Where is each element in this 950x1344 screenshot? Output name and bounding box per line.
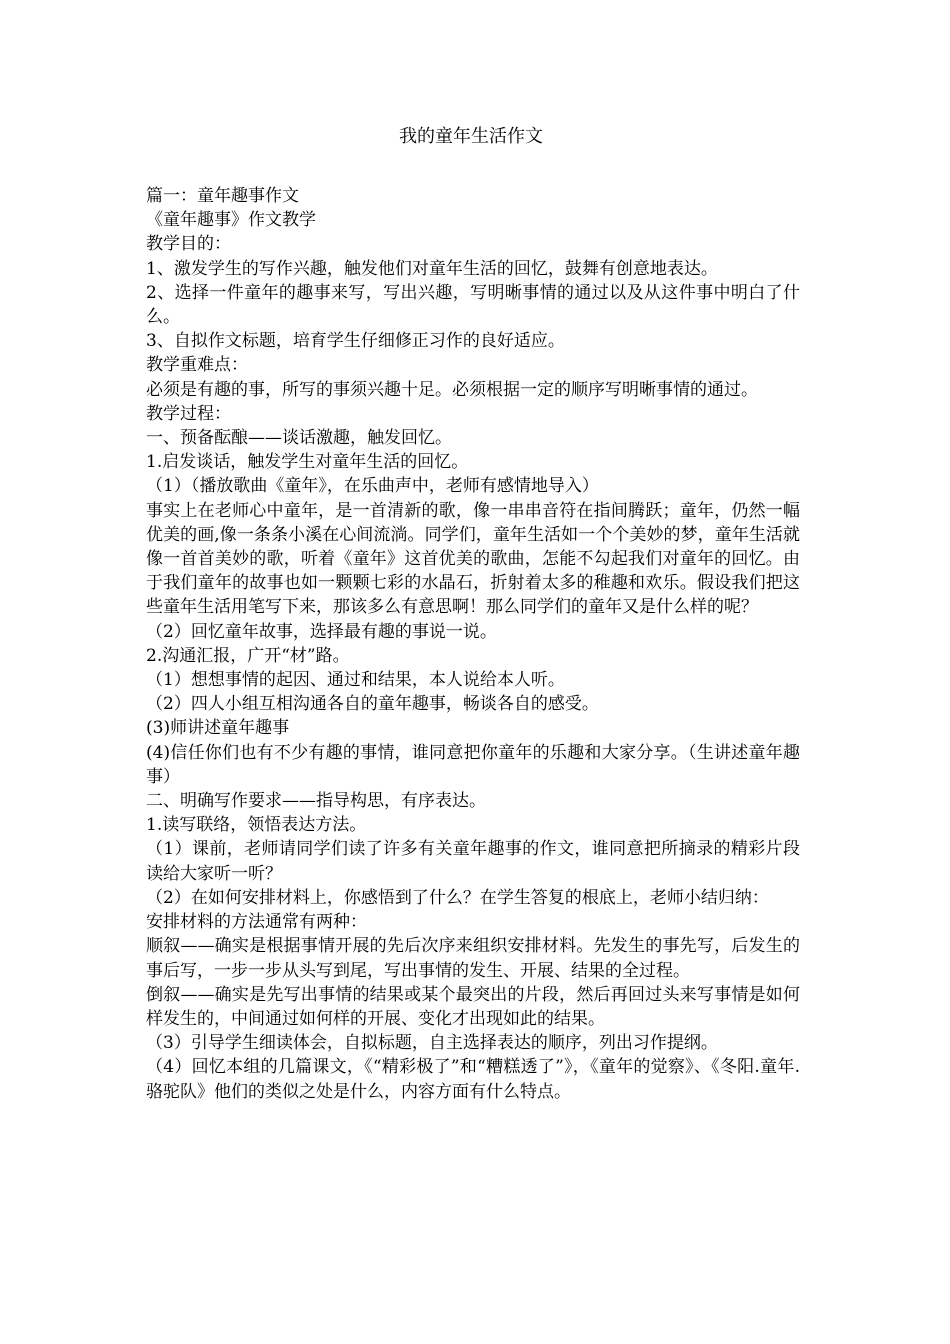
- paragraph: 《童年趣事》作文教学: [146, 210, 316, 231]
- paragraph: 事实上在老师心中童年，是一首清新的歌，像一串串音符在指间腾跃；童年，仍然一幅优美的画,像一条条小溪在心间流淌。同学们，童年生活如一个个美妙的梦，童年生活就像一首首美妙的歌，听着《童年》这首优美的歌曲，怎能不勾起我们对童年的回忆。由于我们童年的故事也如一颗颗七彩的水晶石，折射着太多的稚趣和欢乐。假设我们把这些童年生活用笔写下来，那该多么有意思啊！那么同学们的童年又是什么样的呢？: [146, 500, 800, 618]
- paragraph: （1）课前，老师请同学们读了许多有关童年趣事的作文，谁同意把所摘录的精彩片段读给大家听一听？: [146, 839, 800, 884]
- document-title: 我的童年生活作文: [399, 126, 543, 147]
- paragraph: (3)师讲述童年趣事: [146, 718, 290, 739]
- paragraph: 倒叙——确实是先写出事情的结果或某个最突出的片段，然后再回过头来写事情是如何样发生的，中间通过如何样的开展、变化才出现如此的结果。: [146, 984, 800, 1029]
- paragraph: （4）回忆本组的几篇课文，《“精彩极了”和“糟糕透了”》，《童年的觉察》、《冬阳.童年.骆驼队》他们的类似之处是什么，内容方面有什么特点。: [146, 1057, 800, 1102]
- paragraph: 教学目的：: [146, 234, 231, 255]
- paragraph: 顺叙——确实是根据事情开展的先后次序来组织安排材料。先发生的事先写，后发生的事后写，一步一步从头写到尾，写出事情的发生、开展、结果的全过程。: [146, 936, 800, 981]
- paragraph: 2.沟通汇报，广开“材”路。: [146, 645, 350, 666]
- paragraph: 教学过程：: [146, 403, 231, 424]
- paragraph: 安排材料的方法通常有两种：: [146, 912, 367, 933]
- paragraph: 1、激发学生的写作兴趣，触发他们对童年生活的回忆，鼓舞有创意地表达。: [146, 258, 718, 279]
- paragraph: 一、预备酝酿——谈话激趣，触发回忆。: [146, 428, 452, 449]
- paragraph: （2）四人小组互相沟通各自的童年趣事，畅谈各自的感受。: [146, 694, 599, 715]
- paragraph: 3、自拟作文标题，培育学生仔细修正习作的良好适应。: [146, 331, 565, 352]
- document-body: [146, 184, 800, 1104]
- paragraph: 1.启发谈话，触发学生对童年生活的回忆。: [146, 452, 469, 473]
- paragraph: 2、选择一件童年的趣事来写，写出兴趣，写明晰事情的通过以及从这件事中明白了什么。: [146, 282, 800, 328]
- paragraph: 篇一：童年趣事作文: [146, 186, 299, 206]
- paragraph: 二、明确写作要求——指导构思，有序表达。: [146, 791, 486, 812]
- paragraph: （1）想想事情的起因、通过和结果，本人说给本人听。: [146, 670, 565, 691]
- paragraph: （2）回忆童年故事，选择最有趣的事说一说。: [146, 621, 497, 642]
- paragraph: （1）（播放歌曲《童年》，在乐曲声中，老师有感情地导入）: [146, 476, 599, 497]
- paragraph: 教学重难点：: [146, 355, 248, 376]
- paragraph: （3）引导学生细读体会，自拟标题，自主选择表达的顺序，列出习作提纲。: [146, 1033, 718, 1054]
- paragraph: 1.读写联络，领悟表达方法。: [146, 815, 367, 836]
- paragraph: 必须是有趣的事，所写的事须兴趣十足。必须根据一定的顺序写明晰事情的通过。: [146, 379, 758, 400]
- paragraph: （2）在如何安排材料上，你感悟到了什么？在学生答复的根底上，老师小结归纳：: [146, 887, 769, 908]
- paragraph: (4)信任你们也有不少有趣的事情，谁同意把你童年的乐趣和大家分享。（生讲述童年趣事）: [146, 742, 800, 787]
